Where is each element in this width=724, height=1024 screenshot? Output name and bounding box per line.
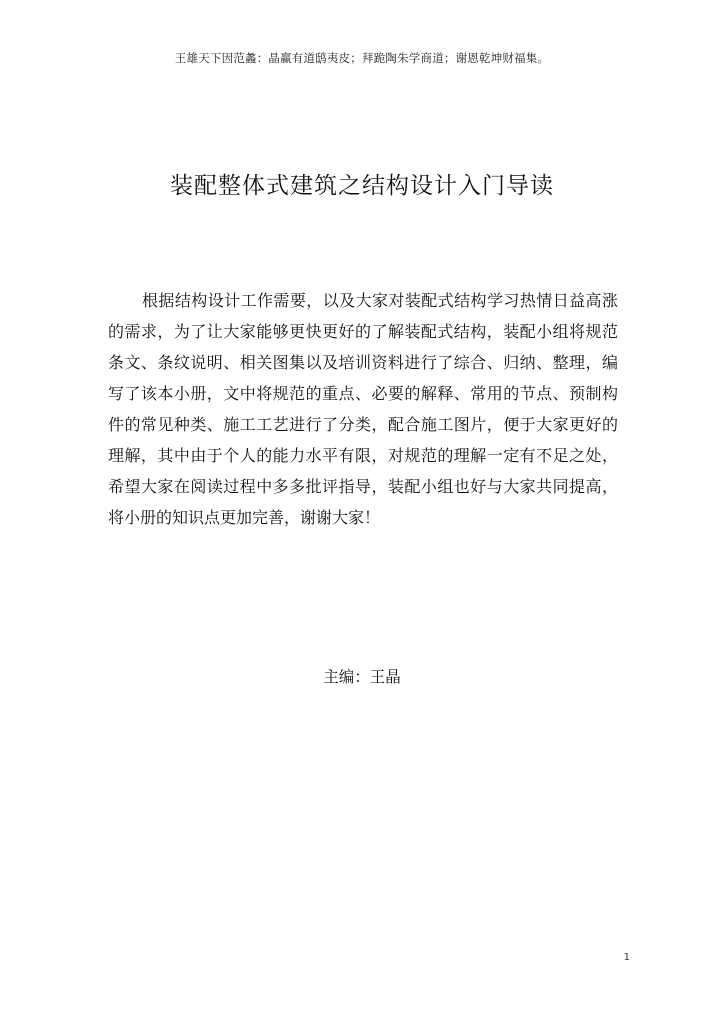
intro-paragraph: 根据结构设计工作需要，以及大家对装配式结构学习热情日益高涨的需求，为了让大家能够更快更好的了解装配式结构，装配小组将规范条文、条纹说明、相关图集以及培训资料进行了综合、归纳、整理，编写了该本小册，文中将规范的重点、必要的解释、常用的节点、预制构件的常见种类、施工工艺进行了分类，配合施工图片，便于大家更好的理解，其中由于个人的能力水平有限，对规范的理解一定有不足之处，希望大家在阅读过程中多多批评指导，装配小组也好与大家共同提高，将小册的知识点更加完善，谢谢大家！	[108, 291, 618, 527]
page-number: 1	[623, 952, 630, 963]
document-title: 装配整体式建筑之结构设计入门导读	[170, 173, 554, 199]
page-header: 王雄天下因范蠡：晶赢有道鸱夷皮；拜跪陶朱学商道；谢恩乾坤财福集。	[174, 51, 550, 65]
editor-credit: 主编：王晶	[323, 668, 401, 686]
